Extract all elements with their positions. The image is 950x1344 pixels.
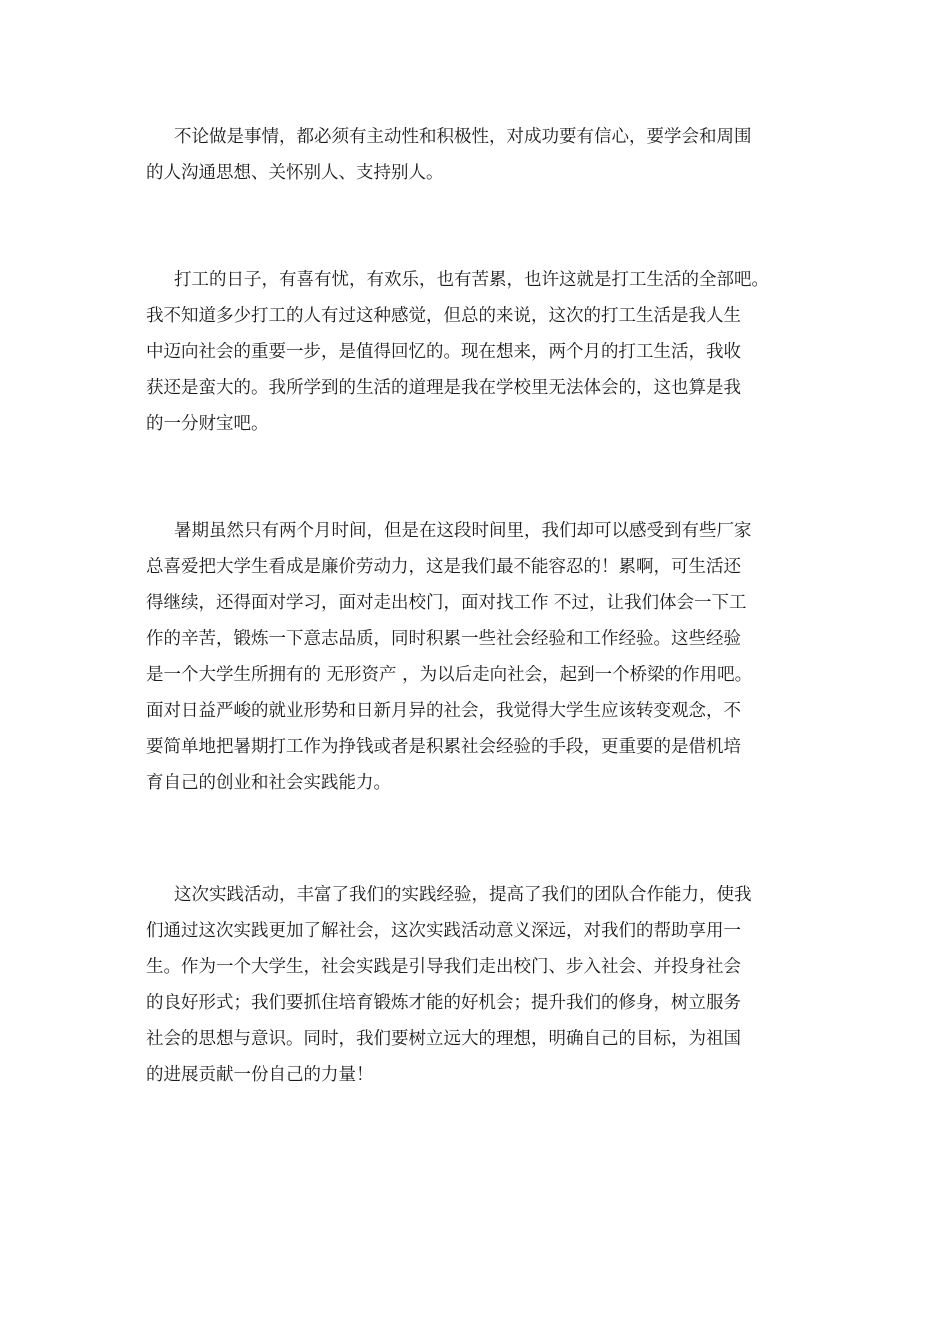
paragraph-line: 暑期虽然只有两个月时间，但是在这段时间里，我们却可以感受到有些厂家 — [174, 521, 752, 541]
paragraph-line: 是一个大学生所拥有的 无形资产 ，为以后走向社会，起到一个桥梁的作用吧。 — [146, 665, 753, 685]
paragraph-line: 的进展贡献一份自己的力量！ — [146, 1065, 374, 1085]
paragraph-line: 们通过这次实践更加了解社会，这次实践活动意义深远，对我们的帮助享用一 — [146, 921, 741, 941]
paragraph-line: 面对日益严峻的就业形势和日新月异的社会，我觉得大学生应该转变观念，不 — [146, 701, 741, 721]
paragraph-line: 的一分财宝吧。 — [146, 414, 269, 434]
paragraph-line: 的人沟通思想、关怀别人、支持别人。 — [146, 163, 444, 183]
paragraph-line: 这次实践活动，丰富了我们的实践经验，提高了我们的团队合作能力，使我 — [174, 885, 752, 905]
paragraph-3 — [146, 513, 846, 801]
paragraph-line: 不论做是事情，都必须有主动性和积极性，对成功要有信心，要学会和周围 — [174, 127, 752, 147]
paragraph-line: 中迈向社会的重要一步，是值得回忆的。现在想来，两个月的打工生活，我收 — [146, 342, 741, 362]
paragraph-2 — [146, 262, 846, 442]
paragraph-line: 社会的思想与意识。同时，我们要树立远大的理想，明确自己的目标，为祖国 — [146, 1029, 741, 1049]
paragraph-4 — [146, 877, 846, 1093]
paragraph-line: 作的辛苦，锻炼一下意志品质，同时积累一些社会经验和工作经验。这些经验 — [146, 629, 741, 649]
paragraph-line: 育自己的创业和社会实践能力。 — [146, 773, 391, 793]
paragraph-line: 我不知道多少打工的人有过这种感觉，但总的来说，这次的打工生活是我人生 — [146, 306, 741, 326]
paragraph-line: 的良好形式；我们要抓住培育锻炼才能的好机会；提升我们的修身，树立服务 — [146, 993, 741, 1013]
paragraph-line: 获还是蛮大的。我所学到的生活的道理是我在学校里无法体会的，这也算是我 — [146, 378, 741, 398]
paragraph-1 — [146, 119, 846, 191]
paragraph-line: 打工的日子，有喜有忧，有欢乐，也有苦累，也许这就是打工生活的全部吧。 — [174, 270, 769, 290]
paragraph-line: 要简单地把暑期打工作为挣钱或者是积累社会经验的手段，更重要的是借机培 — [146, 737, 741, 757]
paragraph-line: 生。作为一个大学生，社会实践是引导我们走出校门、步入社会、并投身社会 — [146, 957, 741, 977]
paragraph-line: 总喜爱把大学生看成是廉价劳动力，这是我们最不能容忍的！累啊，可生活还 — [146, 557, 741, 577]
paragraph-line: 得继续，还得面对学习，面对走出校门，面对找工作 不过，让我们体会一下工 — [146, 593, 747, 613]
